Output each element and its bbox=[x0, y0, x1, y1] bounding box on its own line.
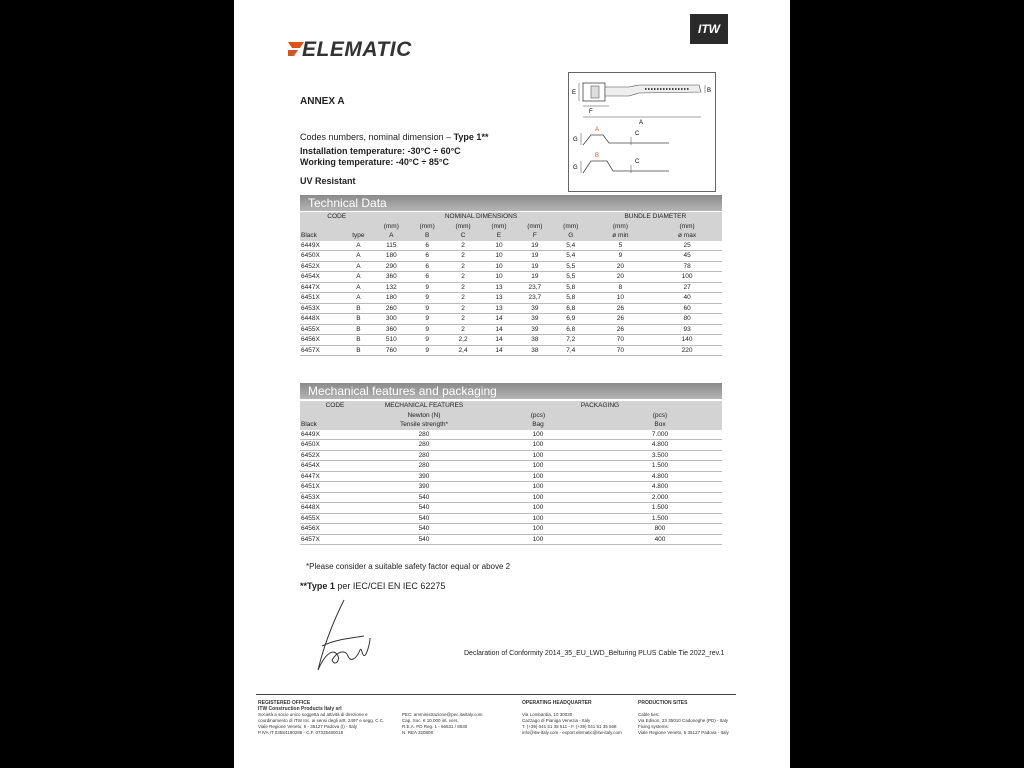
table-cell: 6451X bbox=[300, 482, 370, 493]
table-cell: 9 bbox=[409, 324, 445, 335]
label-g-bottom: G bbox=[573, 165, 578, 171]
table-cell: 13 bbox=[481, 303, 517, 314]
table-cell: 70 bbox=[589, 345, 652, 356]
table-row bbox=[300, 251, 722, 262]
table-cell: 5,5 bbox=[553, 261, 589, 272]
table-cell: 6451X bbox=[300, 293, 343, 304]
table-cell: 19 bbox=[517, 241, 553, 251]
table-cell: 10 bbox=[481, 251, 517, 262]
table-cell: 1.500 bbox=[598, 503, 722, 514]
table-row bbox=[300, 241, 722, 251]
technical-data-title: Technical Data bbox=[300, 195, 722, 211]
header-code: CODE bbox=[300, 212, 373, 222]
table-cell: 13 bbox=[481, 293, 517, 304]
table-cell: 2.000 bbox=[598, 492, 722, 503]
table-cell: 23,7 bbox=[517, 293, 553, 304]
table-cell: 2,2 bbox=[445, 335, 481, 346]
table-cell: (mm) bbox=[481, 222, 517, 232]
table-cell: 10 bbox=[481, 261, 517, 272]
table-cell: 1.500 bbox=[598, 461, 722, 472]
table-cell: 100 bbox=[478, 450, 598, 461]
table-cell: 540 bbox=[370, 534, 478, 545]
table-cell: 6454X bbox=[300, 272, 343, 283]
table-cell bbox=[300, 411, 370, 421]
safety-note: *Please consider a suitable safety factor equal or above 2 bbox=[306, 562, 511, 571]
table-cell: 115 bbox=[373, 241, 409, 251]
table-cell: 19 bbox=[517, 272, 553, 283]
table-cell: 1.500 bbox=[598, 513, 722, 524]
table-header-row bbox=[300, 401, 722, 411]
table-cell: A bbox=[343, 241, 373, 251]
table-cell: (pcs) bbox=[598, 411, 722, 421]
header-packaging: PACKAGING bbox=[478, 401, 722, 411]
table-cell: 6,8 bbox=[553, 324, 589, 335]
table-cell: C bbox=[445, 231, 481, 241]
header-bundle-diameter: BUNDLE DIAMETER bbox=[589, 212, 722, 222]
table-row bbox=[300, 524, 722, 535]
table-cell: 2 bbox=[445, 293, 481, 304]
table-cell: 540 bbox=[370, 492, 478, 503]
table-row bbox=[300, 503, 722, 514]
table-cell: Black bbox=[300, 231, 343, 241]
table-cell: 100 bbox=[478, 503, 598, 514]
table-cell: 39 bbox=[517, 303, 553, 314]
brand-name: ELEMATIC bbox=[302, 38, 412, 61]
registered-title: REGISTERED OFFICE bbox=[258, 700, 311, 706]
table-cell: 280 bbox=[370, 440, 478, 451]
table-cell bbox=[300, 222, 343, 232]
table-cell: 7.000 bbox=[598, 430, 722, 440]
table-cell: 4.800 bbox=[598, 471, 722, 482]
table-cell: 10 bbox=[589, 293, 652, 304]
footer-divider bbox=[256, 694, 736, 695]
table-cell: 9 bbox=[409, 293, 445, 304]
table-cell: 19 bbox=[517, 251, 553, 262]
table-cell: 5,4 bbox=[553, 241, 589, 251]
registered-line: P.IVA IT 03584190286 - C.F. 07335480018 bbox=[258, 730, 344, 735]
operating-line: Via Lombardia, 10 30030 bbox=[522, 712, 573, 717]
operating-line: T. (+39) 041 51 35 511 - F. (+39) 041 51 35 568 bbox=[522, 724, 617, 729]
table-cell: 260 bbox=[373, 303, 409, 314]
table-cell: 9 bbox=[409, 345, 445, 356]
table-row bbox=[300, 534, 722, 545]
table-cell: 100 bbox=[478, 482, 598, 493]
table-cell: 800 bbox=[598, 524, 722, 535]
table-cell: 10 bbox=[481, 272, 517, 283]
table-cell: 9 bbox=[409, 335, 445, 346]
table-row bbox=[300, 492, 722, 503]
table-cell: 132 bbox=[373, 282, 409, 293]
table-cell: 540 bbox=[370, 524, 478, 535]
table-cell: 290 bbox=[373, 261, 409, 272]
mechanical-features-title: Mechanical features and packaging bbox=[300, 383, 722, 399]
table-cell: B bbox=[343, 303, 373, 314]
table-cell: 100 bbox=[478, 492, 598, 503]
label-type-a: A bbox=[595, 127, 600, 133]
footer-registered-office bbox=[258, 700, 388, 736]
table-cell: 6457X bbox=[300, 345, 343, 356]
codes-line bbox=[300, 132, 488, 142]
table-cell: 39 bbox=[517, 314, 553, 325]
table-cell: 6 bbox=[409, 251, 445, 262]
table-cell: 9 bbox=[589, 251, 652, 262]
label-type-b: B bbox=[595, 153, 600, 159]
table-cell: 2,4 bbox=[445, 345, 481, 356]
table-header-row bbox=[300, 411, 722, 421]
operating-title: OPERATING HEADQUARTER bbox=[522, 700, 592, 706]
table-cell: 10 bbox=[481, 241, 517, 251]
table-cell: 39 bbox=[517, 324, 553, 335]
table-cell: 9 bbox=[409, 314, 445, 325]
table-cell: 5,8 bbox=[553, 282, 589, 293]
install-temp: Installation temperature: -30°C ÷ 60°C bbox=[300, 146, 461, 156]
table-cell: A bbox=[343, 261, 373, 272]
table-cell: 180 bbox=[373, 293, 409, 304]
table-cell: 38 bbox=[517, 335, 553, 346]
tie-strap-shape bbox=[605, 85, 701, 96]
codes-text: Codes numbers, nominal dimension – bbox=[300, 132, 454, 142]
table-cell: A bbox=[373, 231, 409, 241]
uv-resistant: UV Resistant bbox=[300, 176, 356, 186]
table-cell: 5,4 bbox=[553, 251, 589, 262]
table-header-row bbox=[300, 231, 722, 241]
table-cell: 6455X bbox=[300, 513, 370, 524]
production-line: Cable ties: bbox=[638, 712, 660, 717]
table-cell: A bbox=[343, 293, 373, 304]
table-cell: 9 bbox=[409, 282, 445, 293]
table-cell: F bbox=[517, 231, 553, 241]
table-cell: 100 bbox=[478, 471, 598, 482]
table-cell: 6455X bbox=[300, 324, 343, 335]
header-mechanical-features: MECHANICAL FEATURES bbox=[370, 401, 478, 411]
table-cell: 3.500 bbox=[598, 450, 722, 461]
table-cell: 6448X bbox=[300, 314, 343, 325]
table-cell: Black bbox=[300, 420, 370, 430]
handwritten-signature bbox=[304, 590, 394, 680]
label-c-bottom: C bbox=[635, 159, 640, 165]
table-cell: 6448X bbox=[300, 503, 370, 514]
table-cell: 540 bbox=[370, 513, 478, 524]
table-cell: 2 bbox=[445, 282, 481, 293]
table-cell: 6453X bbox=[300, 492, 370, 503]
table-row bbox=[300, 335, 722, 346]
footer-operating-headquarter bbox=[522, 700, 637, 736]
table-cell: 4.800 bbox=[598, 482, 722, 493]
type1-label: **Type 1 bbox=[300, 581, 335, 591]
table-cell: 6447X bbox=[300, 471, 370, 482]
table-cell: 2 bbox=[445, 303, 481, 314]
declaration-reference: Declaration of Conformity 2014_35_EU_LWD_Belturing PLUS Cable Tie 2022_rev.1 bbox=[464, 650, 725, 657]
table-cell: 760 bbox=[373, 345, 409, 356]
table-cell: 26 bbox=[589, 303, 652, 314]
table-row bbox=[300, 482, 722, 493]
document-page bbox=[234, 0, 790, 768]
table-cell: 5 bbox=[589, 241, 652, 251]
table-cell: 7,2 bbox=[553, 335, 589, 346]
production-line: Fixing systems: bbox=[638, 724, 670, 729]
table-cell: 14 bbox=[481, 345, 517, 356]
label-e: E bbox=[572, 90, 577, 96]
table-cell: 2 bbox=[445, 314, 481, 325]
table-cell: 6454X bbox=[300, 461, 370, 472]
codes-type: Type 1** bbox=[453, 132, 489, 142]
table-cell: ø max bbox=[652, 231, 722, 241]
table-cell: 6452X bbox=[300, 450, 370, 461]
table-cell: 2 bbox=[445, 324, 481, 335]
table-cell: B bbox=[343, 345, 373, 356]
header-nominal-dimensions: NOMINAL DIMENSIONS bbox=[373, 212, 588, 222]
table-cell: 360 bbox=[373, 324, 409, 335]
table-row bbox=[300, 440, 722, 451]
registered-line: coordinamento di ITW Inc. ai sensi degli artt. 2497 e segg. C.C. bbox=[258, 718, 385, 723]
table-cell: 2 bbox=[445, 241, 481, 251]
table-cell: 280 bbox=[370, 461, 478, 472]
annex-title: ANNEX A bbox=[300, 96, 345, 107]
table-cell: (mm) bbox=[517, 222, 553, 232]
footer-registered-contacts bbox=[402, 712, 502, 736]
label-g-top: G bbox=[573, 137, 578, 143]
table-cell: 100 bbox=[478, 534, 598, 545]
table-row bbox=[300, 450, 722, 461]
table-cell: 20 bbox=[589, 261, 652, 272]
table-cell: 9 bbox=[409, 303, 445, 314]
table-cell: 100 bbox=[478, 461, 598, 472]
mechanical-features-table bbox=[300, 401, 722, 545]
table-cell: A bbox=[343, 282, 373, 293]
table-row bbox=[300, 461, 722, 472]
table-header-row bbox=[300, 420, 722, 430]
table-cell: 100 bbox=[652, 272, 722, 283]
label-b: B bbox=[707, 88, 712, 94]
table-cell: 100 bbox=[478, 513, 598, 524]
table-cell: 19 bbox=[517, 261, 553, 272]
table-cell: 13 bbox=[481, 282, 517, 293]
table-cell: 6456X bbox=[300, 335, 343, 346]
table-cell: E bbox=[481, 231, 517, 241]
table-row bbox=[300, 303, 722, 314]
table-row bbox=[300, 272, 722, 283]
table-cell: 27 bbox=[652, 282, 722, 293]
label-c-top: C bbox=[635, 131, 640, 137]
table-cell: (mm) bbox=[445, 222, 481, 232]
table-cell: 70 bbox=[589, 335, 652, 346]
table-cell: 26 bbox=[589, 324, 652, 335]
table-cell: 6 bbox=[409, 261, 445, 272]
itw-logo: ITW bbox=[690, 14, 728, 44]
table-cell: 390 bbox=[370, 482, 478, 493]
table-cell: 38 bbox=[517, 345, 553, 356]
table-cell bbox=[343, 222, 373, 232]
table-row bbox=[300, 261, 722, 272]
table-cell: 140 bbox=[652, 335, 722, 346]
table-cell: (mm) bbox=[652, 222, 722, 232]
table-cell: Newton (N) bbox=[370, 411, 478, 421]
header-code: CODE bbox=[300, 401, 370, 411]
table-cell: 300 bbox=[373, 314, 409, 325]
table-cell: (mm) bbox=[409, 222, 445, 232]
table-cell: 5,8 bbox=[553, 293, 589, 304]
table-cell: Tensile strength* bbox=[370, 420, 478, 430]
table-cell: 14 bbox=[481, 314, 517, 325]
registered-contact: Cap. Soc. € 10.000 int. vers. bbox=[402, 718, 459, 723]
table-cell: B bbox=[343, 314, 373, 325]
table-cell: 6457X bbox=[300, 534, 370, 545]
table-header-row bbox=[300, 222, 722, 232]
label-a: A bbox=[639, 120, 644, 126]
operating-line: info@itw-italy.com - export.elematic@itw-italy.com bbox=[522, 730, 622, 735]
table-cell: (mm) bbox=[373, 222, 409, 232]
production-line: Via Edison, 23 35010 Cadoneghe (PD) - Italy bbox=[638, 718, 728, 723]
table-cell: 2 bbox=[445, 251, 481, 262]
table-row bbox=[300, 293, 722, 304]
registered-name: ITW Construction Products Italy srl bbox=[258, 706, 342, 712]
table-cell: B bbox=[409, 231, 445, 241]
label-f: F bbox=[589, 109, 593, 115]
table-cell: 14 bbox=[481, 335, 517, 346]
type1-standard-text: per IEC/CEI EN IEC 62275 bbox=[334, 581, 446, 591]
table-cell: 6450X bbox=[300, 440, 370, 451]
table-cell: 100 bbox=[478, 524, 598, 535]
table-cell: B bbox=[343, 335, 373, 346]
table-cell: 6456X bbox=[300, 524, 370, 535]
working-temp: Working temperature: -40°C ÷ 85°C bbox=[300, 157, 450, 167]
table-cell: 6 bbox=[409, 272, 445, 283]
table-cell: ø min bbox=[589, 231, 652, 241]
table-cell: A bbox=[343, 251, 373, 262]
cable-tie-diagram bbox=[568, 72, 716, 192]
table-cell: 26 bbox=[589, 314, 652, 325]
operating-line: Cazzago di Pianiga Venezia - Italy bbox=[522, 718, 591, 723]
table-cell: type bbox=[343, 231, 373, 241]
table-cell: 6447X bbox=[300, 282, 343, 293]
table-cell: 100 bbox=[478, 440, 598, 451]
table-cell: 220 bbox=[652, 345, 722, 356]
table-cell: 540 bbox=[370, 503, 478, 514]
table-cell: A bbox=[343, 272, 373, 283]
table-cell: 510 bbox=[373, 335, 409, 346]
table-cell: 2 bbox=[445, 272, 481, 283]
table-row bbox=[300, 314, 722, 325]
table-cell: 23,7 bbox=[517, 282, 553, 293]
table-cell: 4.800 bbox=[598, 440, 722, 451]
production-title: PRODUCTION SITES bbox=[638, 700, 688, 706]
table-cell: 280 bbox=[370, 450, 478, 461]
registered-line: Viale Regione Veneto, 5 - 35127 Padova (I) - Italy bbox=[258, 724, 357, 729]
table-cell: 280 bbox=[370, 430, 478, 440]
table-cell: (pcs) bbox=[478, 411, 598, 421]
table-cell: Bag bbox=[478, 420, 598, 430]
table-cell: 400 bbox=[598, 534, 722, 545]
table-cell: 7,4 bbox=[553, 345, 589, 356]
table-row bbox=[300, 430, 722, 440]
table-cell: 6453X bbox=[300, 303, 343, 314]
table-cell: 6,8 bbox=[553, 303, 589, 314]
table-cell: 5,5 bbox=[553, 272, 589, 283]
footer-production-sites bbox=[638, 700, 768, 736]
registered-contact: R.E.A. PD Reg. 1 - 66631 / 8030 bbox=[402, 724, 468, 729]
table-cell: 6449X bbox=[300, 430, 370, 440]
table-cell: 40 bbox=[652, 293, 722, 304]
table-cell: 25 bbox=[652, 241, 722, 251]
table-cell: 360 bbox=[373, 272, 409, 283]
table-cell: 78 bbox=[652, 261, 722, 272]
table-cell: G bbox=[553, 231, 589, 241]
table-cell: (mm) bbox=[589, 222, 652, 232]
registered-contact: N. REA 320808 bbox=[402, 730, 434, 735]
registered-line: Società a socio unico soggetta ad attività di direzione e bbox=[258, 712, 368, 717]
registered-contact: PEC: amministrazione@pec.itwitaly.com bbox=[402, 712, 483, 717]
table-cell: 390 bbox=[370, 471, 478, 482]
table-cell: 20 bbox=[589, 272, 652, 283]
table-cell: 6450X bbox=[300, 251, 343, 262]
table-cell: 45 bbox=[652, 251, 722, 262]
table-row bbox=[300, 345, 722, 356]
table-cell: 6452X bbox=[300, 261, 343, 272]
table-row bbox=[300, 471, 722, 482]
table-cell: 14 bbox=[481, 324, 517, 335]
table-cell: Box bbox=[598, 420, 722, 430]
table-cell: 8 bbox=[589, 282, 652, 293]
table-cell: 6449X bbox=[300, 241, 343, 251]
table-cell: 100 bbox=[478, 430, 598, 440]
table-cell: 80 bbox=[652, 314, 722, 325]
production-line: Viale Regione Veneto, 5 35127 Padova - Italy bbox=[638, 730, 729, 735]
table-cell: B bbox=[343, 324, 373, 335]
table-cell: 180 bbox=[373, 251, 409, 262]
technical-data-table bbox=[300, 212, 722, 356]
table-row bbox=[300, 282, 722, 293]
table-cell: 2 bbox=[445, 261, 481, 272]
table-row bbox=[300, 513, 722, 524]
table-header-row bbox=[300, 212, 722, 222]
table-row bbox=[300, 324, 722, 335]
table-cell: (mm) bbox=[553, 222, 589, 232]
table-cell: 93 bbox=[652, 324, 722, 335]
table-cell: 6,9 bbox=[553, 314, 589, 325]
table-cell: 6 bbox=[409, 241, 445, 251]
table-cell: 60 bbox=[652, 303, 722, 314]
